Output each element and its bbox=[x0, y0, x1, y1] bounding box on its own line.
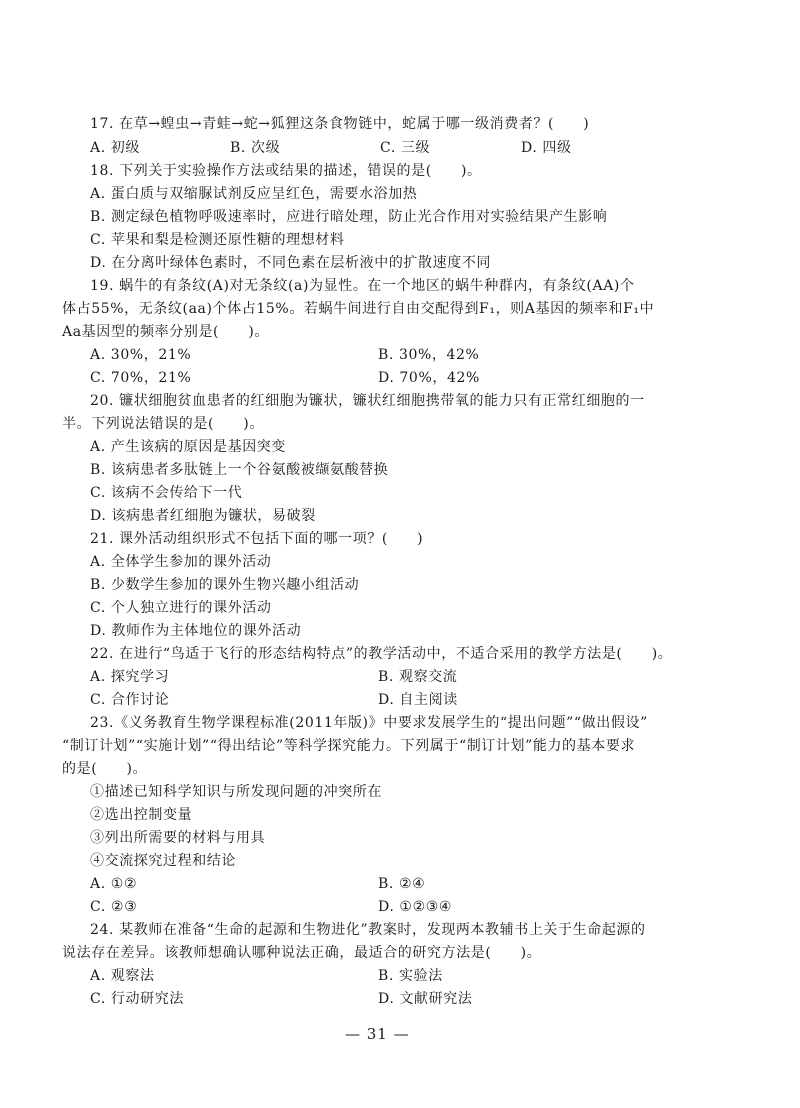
question-22-option-c: C. 合作讨论 bbox=[90, 692, 170, 708]
question-22-option-a: A. 探究学习 bbox=[90, 669, 170, 685]
question-18-stem: 18. 下列关于实验操作方法或结果的描述，错误的是( )。 bbox=[90, 163, 482, 179]
question-24-stem-line-2: 说法存在差异。该教师想确认哪种说法正确，最适合的研究方法是( )。 bbox=[62, 945, 542, 961]
question-17-option-b: B. 次级 bbox=[230, 140, 281, 156]
question-23-item-2: ②选出控制变量 bbox=[90, 807, 193, 823]
question-19-option-a: A. 30%，21% bbox=[90, 347, 192, 363]
question-22-stem: 22. 在进行“鸟适于飞行的形态结构特点”的教学活动中，不适合采用的教学方法是( )。 bbox=[90, 646, 673, 662]
question-22-option-d: D. 自主阅读 bbox=[378, 692, 458, 708]
question-20-option-c: C. 该病不会传给下一代 bbox=[90, 485, 243, 501]
question-18-option-b: B. 测定绿色植物呼吸速率时，应进行暗处理，防止光合作用对实验结果产生影响 bbox=[90, 209, 608, 225]
question-24-option-b: B. 实验法 bbox=[378, 968, 443, 984]
question-24-option-d: D. 文献研究法 bbox=[378, 991, 473, 1007]
question-21-option-a: A. 全体学生参加的课外活动 bbox=[90, 554, 272, 570]
question-21-option-d: D. 教师作为主体地位的课外活动 bbox=[90, 623, 302, 639]
question-19-stem-line-3: Aa基因型的频率分别是( )。 bbox=[62, 324, 269, 340]
question-21-option-b: B. 少数学生参加的课外生物兴趣小组活动 bbox=[90, 577, 360, 593]
question-19-option-c: C. 70%，21% bbox=[90, 370, 192, 386]
question-21-option-c: C. 个人独立进行的课外活动 bbox=[90, 600, 272, 616]
question-24-option-c: C. 行动研究法 bbox=[90, 991, 184, 1007]
question-20-stem-line-2: 半。下列说法错误的是( )。 bbox=[62, 416, 264, 432]
question-20-option-b: B. 该病患者多肽链上一个谷氨酸被缬氨酸替换 bbox=[90, 462, 389, 478]
question-24-option-a: A. 观察法 bbox=[90, 968, 155, 984]
question-23-item-4: ④交流探究过程和结论 bbox=[90, 853, 236, 869]
question-23-stem-line-3: 的是( )。 bbox=[62, 761, 148, 777]
question-20-option-d: D. 该病患者红细胞为镰状，易破裂 bbox=[90, 508, 316, 524]
question-20-stem-line-1: 20. 镰状细胞贫血患者的红细胞为镰状，镰状红细胞携带氧的能力只有正常红细胞的一 bbox=[90, 393, 645, 409]
question-17-option-d: D. 四级 bbox=[521, 140, 572, 156]
question-17-option-c: C. 三级 bbox=[380, 140, 431, 156]
question-23-option-d: D. ①②③④ bbox=[378, 899, 453, 915]
question-23-option-a: A. ①② bbox=[90, 876, 138, 892]
question-17-stem: 17. 在草→蝗虫→青蛙→蛇→狐狸这条食物链中，蛇属于哪一级消费者？( ) bbox=[90, 116, 590, 132]
question-18-option-a: A. 蛋白质与双缩脲试剂反应呈红色，需要水浴加热 bbox=[90, 186, 418, 202]
question-19-option-b: B. 30%，42% bbox=[378, 347, 480, 363]
question-22-option-b: B. 观察交流 bbox=[378, 669, 458, 685]
question-19-option-d: D. 70%，42% bbox=[378, 370, 480, 386]
question-19-stem-line-1: 19. 蜗牛的有条纹(A)对无条纹(a)为显性。在一个地区的蜗牛种群内，有条纹(AA)个 bbox=[90, 278, 635, 294]
question-18-option-d: D. 在分离叶绿体色素时，不同色素在层析液中的扩散速度不同 bbox=[90, 255, 492, 271]
question-23-stem-line-2: “制订计划”“实施计划”“得出结论”等科学探究能力。下列属于“制订计划”能力的基本要求 bbox=[62, 738, 636, 754]
page-number: — 31 — bbox=[345, 1025, 410, 1043]
question-19-stem-line-2: 体占55%，无条纹(aa)个体占15%。若蜗牛间进行自由交配得到F₁，则A基因的频率和F₁中 bbox=[62, 301, 655, 317]
question-23-stem-line-1: 23.《义务教育生物学课程标准(2011年版)》中要求发展学生的“提出问题”“做出假设” bbox=[90, 715, 648, 731]
question-23-option-c: C. ②③ bbox=[90, 899, 138, 915]
question-17-option-a: A. 初级 bbox=[90, 140, 141, 156]
question-23-item-3: ③列出所需要的材料与用具 bbox=[90, 830, 266, 846]
question-24-stem-line-1: 24. 某教师在准备“生命的起源和生物进化”教案时，发现两本教辅书上关于生命起源的 bbox=[90, 922, 646, 938]
question-23-option-b: B. ②④ bbox=[378, 876, 426, 892]
question-21-stem: 21. 课外活动组织形式不包括下面的哪一项？( ) bbox=[90, 531, 424, 547]
question-20-option-a: A. 产生该病的原因是基因突变 bbox=[90, 439, 287, 455]
question-18-option-c: C. 苹果和梨是检测还原性糖的理想材料 bbox=[90, 232, 345, 248]
question-23-item-1: ①描述已知科学知识与所发现问题的冲突所在 bbox=[90, 784, 382, 800]
